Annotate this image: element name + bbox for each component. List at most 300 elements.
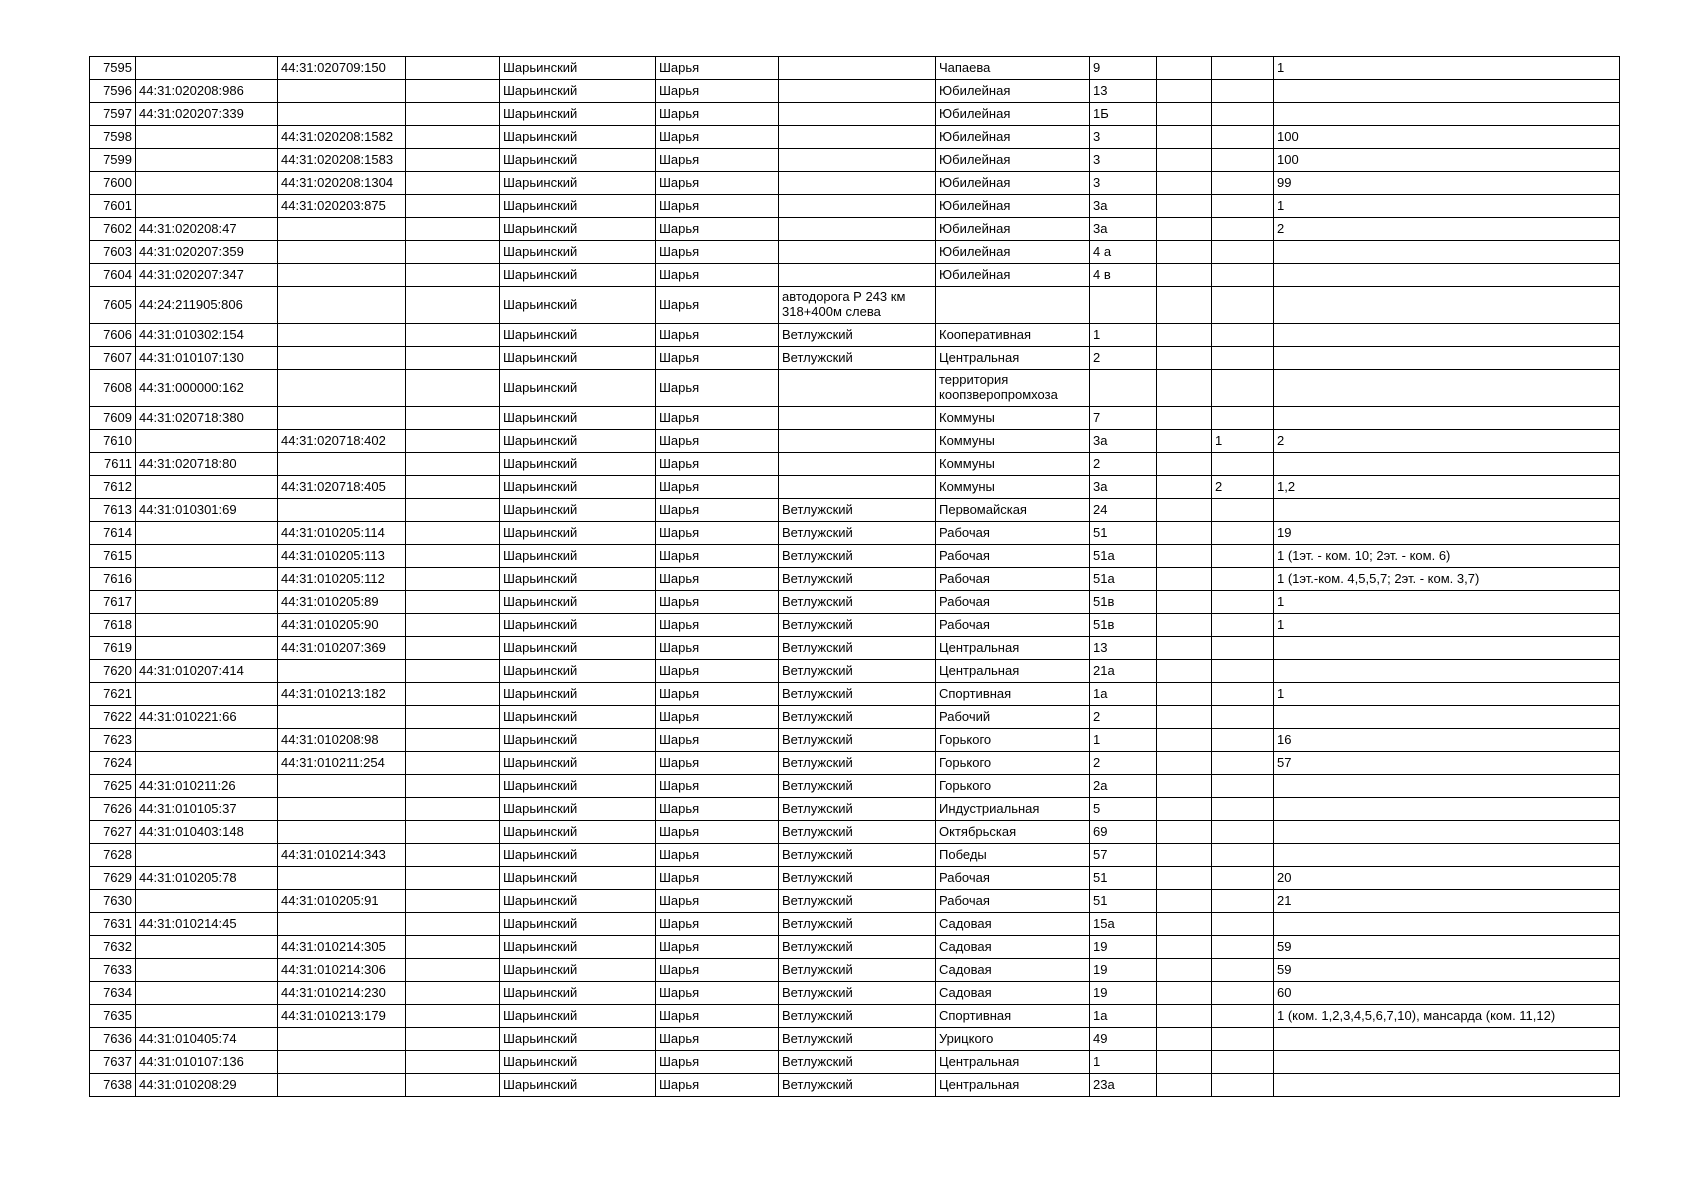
city-cell: Шарья [656,1028,779,1051]
empty-cell [406,867,500,890]
district-cell: Шарьинский [500,241,656,264]
empty-cell [406,545,500,568]
city-cell: Шарья [656,959,779,982]
room-cell [1274,775,1620,798]
apartment-cell [1212,103,1274,126]
empty-cell [406,1051,500,1074]
room-cell: 20 [1274,867,1620,890]
apartment-cell [1212,1028,1274,1051]
table-row [90,959,1620,982]
settlement-cell: Ветлужский [779,752,936,775]
city-cell: Шарья [656,660,779,683]
street-cell: Садовая [936,936,1090,959]
building-cell [1157,982,1212,1005]
district-cell: Шарьинский [500,890,656,913]
building-cell [1157,821,1212,844]
empty-cell [406,1028,500,1051]
row-number-cell: 7615 [90,545,136,568]
room-cell: 1 [1274,614,1620,637]
room-cell: 57 [1274,752,1620,775]
district-cell: Шарьинский [500,1028,656,1051]
table-row [90,683,1620,706]
room-cell: 16 [1274,729,1620,752]
row-number-cell: 7599 [90,149,136,172]
empty-cell [406,103,500,126]
cadastral-number-alt-cell: 44:31:010205:113 [278,545,406,568]
row-number-cell: 7625 [90,775,136,798]
district-cell: Шарьинский [500,149,656,172]
street-cell: Кооперативная [936,324,1090,347]
house-cell: 21а [1090,660,1157,683]
building-cell [1157,218,1212,241]
cadastral-number-cell [136,936,278,959]
house-cell: 3а [1090,430,1157,453]
city-cell: Шарья [656,1005,779,1028]
building-cell [1157,287,1212,324]
street-cell: Центральная [936,637,1090,660]
building-cell [1157,683,1212,706]
empty-cell [406,370,500,407]
city-cell: Шарья [656,844,779,867]
room-cell: 1 (1эт. - ком. 10; 2эт. - ком. 6) [1274,545,1620,568]
settlement-cell: Ветлужский [779,867,936,890]
room-cell: 1,2 [1274,476,1620,499]
table-row [90,453,1620,476]
building-cell [1157,476,1212,499]
table-row [90,57,1620,80]
settlement-cell [779,430,936,453]
street-cell: Коммуны [936,430,1090,453]
apartment-cell [1212,407,1274,430]
building-cell [1157,103,1212,126]
district-cell: Шарьинский [500,936,656,959]
empty-cell [406,453,500,476]
house-cell: 1 [1090,729,1157,752]
row-number-cell: 7623 [90,729,136,752]
empty-cell [406,522,500,545]
row-number-cell: 7611 [90,453,136,476]
apartment-cell [1212,126,1274,149]
empty-cell [406,775,500,798]
district-cell: Шарьинский [500,103,656,126]
cadastral-number-alt-cell: 44:31:010214:305 [278,936,406,959]
table-row [90,126,1620,149]
house-cell: 15а [1090,913,1157,936]
city-cell: Шарья [656,706,779,729]
settlement-cell: Ветлужский [779,959,936,982]
street-cell: Юбилейная [936,126,1090,149]
row-number-cell: 7632 [90,936,136,959]
district-cell: Шарьинский [500,476,656,499]
room-cell: 100 [1274,149,1620,172]
row-number-cell: 7616 [90,568,136,591]
house-cell: 24 [1090,499,1157,522]
room-cell: 1 [1274,57,1620,80]
cadastral-number-alt-cell [278,798,406,821]
cadastral-number-alt-cell [278,821,406,844]
table-row [90,775,1620,798]
district-cell: Шарьинский [500,347,656,370]
street-cell: Спортивная [936,683,1090,706]
cadastral-number-alt-cell [278,407,406,430]
district-cell: Шарьинский [500,218,656,241]
apartment-cell: 2 [1212,476,1274,499]
house-cell: 1а [1090,683,1157,706]
table-row [90,844,1620,867]
house-cell: 51 [1090,867,1157,890]
street-cell: Центральная [936,660,1090,683]
room-cell [1274,264,1620,287]
cadastral-number-alt-cell: 44:31:020208:1304 [278,172,406,195]
cadastral-number-alt-cell [278,324,406,347]
room-cell: 2 [1274,218,1620,241]
building-cell [1157,775,1212,798]
building-cell [1157,568,1212,591]
building-cell [1157,407,1212,430]
cadastral-number-cell [136,126,278,149]
district-cell: Шарьинский [500,195,656,218]
room-cell [1274,241,1620,264]
cadastral-number-cell [136,172,278,195]
empty-cell [406,287,500,324]
cadastral-number-cell: 44:31:020208:986 [136,80,278,103]
cadastral-number-cell [136,982,278,1005]
cadastral-number-cell: 44:31:010221:66 [136,706,278,729]
apartment-cell [1212,370,1274,407]
table-row [90,1051,1620,1074]
apartment-cell [1212,844,1274,867]
street-cell [936,287,1090,324]
empty-cell [406,568,500,591]
apartment-cell [1212,241,1274,264]
apartment-cell [1212,149,1274,172]
row-number-cell: 7627 [90,821,136,844]
cadastral-number-cell [136,683,278,706]
room-cell [1274,1028,1620,1051]
settlement-cell: Ветлужский [779,683,936,706]
empty-cell [406,126,500,149]
city-cell: Шарья [656,499,779,522]
cadastral-number-alt-cell: 44:31:010207:369 [278,637,406,660]
apartment-cell [1212,660,1274,683]
cadastral-number-alt-cell: 44:31:010205:91 [278,890,406,913]
street-cell: Индустриальная [936,798,1090,821]
street-cell: Рабочая [936,568,1090,591]
table-row [90,660,1620,683]
settlement-cell: Ветлужский [779,614,936,637]
empty-cell [406,752,500,775]
building-cell [1157,499,1212,522]
settlement-cell: Ветлужский [779,568,936,591]
building-cell [1157,1051,1212,1074]
city-cell: Шарья [656,522,779,545]
city-cell: Шарья [656,103,779,126]
house-cell: 5 [1090,798,1157,821]
cadastral-number-cell: 44:24:211905:806 [136,287,278,324]
district-cell: Шарьинский [500,982,656,1005]
city-cell: Шарья [656,683,779,706]
room-cell [1274,637,1620,660]
district-cell: Шарьинский [500,453,656,476]
table-row [90,241,1620,264]
settlement-cell: Ветлужский [779,1051,936,1074]
district-cell: Шарьинский [500,264,656,287]
table-row [90,476,1620,499]
cadastral-number-cell [136,1005,278,1028]
room-cell [1274,499,1620,522]
room-cell [1274,1051,1620,1074]
cadastral-number-alt-cell: 44:31:010211:254 [278,752,406,775]
district-cell: Шарьинский [500,637,656,660]
row-number-cell: 7604 [90,264,136,287]
cadastral-number-alt-cell [278,287,406,324]
table-row [90,149,1620,172]
cadastral-number-alt-cell: 44:31:020718:405 [278,476,406,499]
city-cell: Шарья [656,287,779,324]
row-number-cell: 7630 [90,890,136,913]
cadastral-number-cell [136,568,278,591]
house-cell: 51в [1090,614,1157,637]
table-row [90,172,1620,195]
city-cell: Шарья [656,172,779,195]
settlement-cell: Ветлужский [779,591,936,614]
city-cell: Шарья [656,752,779,775]
cadastral-number-alt-cell [278,80,406,103]
empty-cell [406,324,500,347]
table-row [90,982,1620,1005]
house-cell: 2 [1090,347,1157,370]
cadastral-number-cell: 44:31:010211:26 [136,775,278,798]
table-row [90,218,1620,241]
room-cell [1274,103,1620,126]
building-cell [1157,126,1212,149]
empty-cell [406,729,500,752]
building-cell [1157,241,1212,264]
table-row [90,264,1620,287]
room-cell [1274,706,1620,729]
house-cell: 2 [1090,453,1157,476]
cadastral-number-alt-cell [278,1051,406,1074]
street-cell: Рабочая [936,522,1090,545]
table-row [90,103,1620,126]
settlement-cell [779,241,936,264]
street-cell: Юбилейная [936,195,1090,218]
building-cell [1157,172,1212,195]
city-cell: Шарья [656,775,779,798]
table-row [90,752,1620,775]
house-cell [1090,370,1157,407]
settlement-cell: Ветлужский [779,982,936,1005]
cadastral-number-alt-cell [278,499,406,522]
empty-cell [406,499,500,522]
settlement-cell [779,126,936,149]
cadastral-number-alt-cell [278,706,406,729]
cadastral-number-alt-cell: 44:31:020208:1582 [278,126,406,149]
city-cell: Шарья [656,729,779,752]
street-cell: Юбилейная [936,80,1090,103]
apartment-cell [1212,798,1274,821]
city-cell: Шарья [656,1074,779,1097]
building-cell [1157,545,1212,568]
settlement-cell: Ветлужский [779,1005,936,1028]
row-number-cell: 7629 [90,867,136,890]
apartment-cell [1212,172,1274,195]
apartment-cell [1212,959,1274,982]
apartment-cell [1212,80,1274,103]
house-cell: 57 [1090,844,1157,867]
table-row [90,499,1620,522]
cadastral-number-alt-cell [278,867,406,890]
cadastral-number-alt-cell [278,218,406,241]
row-number-cell: 7613 [90,499,136,522]
apartment-cell [1212,453,1274,476]
room-cell: 99 [1274,172,1620,195]
room-cell: 21 [1274,890,1620,913]
street-cell: Рабочая [936,867,1090,890]
house-cell: 4 в [1090,264,1157,287]
district-cell: Шарьинский [500,80,656,103]
house-cell: 2 [1090,752,1157,775]
cadastral-number-cell: 44:31:010208:29 [136,1074,278,1097]
house-cell: 3 [1090,172,1157,195]
building-cell [1157,80,1212,103]
city-cell: Шарья [656,80,779,103]
cadastral-number-cell: 44:31:010105:37 [136,798,278,821]
house-cell: 3 [1090,126,1157,149]
district-cell: Шарьинский [500,370,656,407]
empty-cell [406,1074,500,1097]
cadastral-number-cell: 44:31:010107:136 [136,1051,278,1074]
city-cell: Шарья [656,149,779,172]
apartment-cell [1212,499,1274,522]
settlement-cell: Ветлужский [779,324,936,347]
cadastral-number-alt-cell: 44:31:010214:343 [278,844,406,867]
row-number-cell: 7619 [90,637,136,660]
district-cell: Шарьинский [500,660,656,683]
cadastral-number-alt-cell: 44:31:010213:182 [278,683,406,706]
row-number-cell: 7605 [90,287,136,324]
cadastral-number-alt-cell: 44:31:020203:875 [278,195,406,218]
settlement-cell: Ветлужский [779,890,936,913]
street-cell: Юбилейная [936,103,1090,126]
city-cell: Шарья [656,126,779,149]
settlement-cell: Ветлужский [779,522,936,545]
cadastral-number-alt-cell: 44:31:010205:89 [278,591,406,614]
street-cell: Рабочий [936,706,1090,729]
room-cell: 100 [1274,126,1620,149]
room-cell: 1 (1эт.-ком. 4,5,5,7; 2эт. - ком. 3,7) [1274,568,1620,591]
street-cell: Юбилейная [936,264,1090,287]
building-cell [1157,752,1212,775]
empty-cell [406,57,500,80]
row-number-cell: 7631 [90,913,136,936]
district-cell: Шарьинский [500,57,656,80]
row-number-cell: 7624 [90,752,136,775]
house-cell: 19 [1090,959,1157,982]
district-cell: Шарьинский [500,545,656,568]
apartment-cell [1212,982,1274,1005]
street-cell: Горького [936,775,1090,798]
house-cell: 49 [1090,1028,1157,1051]
empty-cell [406,936,500,959]
cadastral-number-cell [136,591,278,614]
row-number-cell: 7607 [90,347,136,370]
settlement-cell: Ветлужский [779,729,936,752]
street-cell: Рабочая [936,614,1090,637]
settlement-cell: Ветлужский [779,798,936,821]
building-cell [1157,347,1212,370]
building-cell [1157,1005,1212,1028]
building-cell [1157,890,1212,913]
empty-cell [406,890,500,913]
room-cell [1274,660,1620,683]
district-cell: Шарьинский [500,959,656,982]
building-cell [1157,959,1212,982]
settlement-cell: Ветлужский [779,1028,936,1051]
settlement-cell [779,103,936,126]
street-cell: Первомайская [936,499,1090,522]
building-cell [1157,324,1212,347]
cadastral-number-cell: 44:31:010205:78 [136,867,278,890]
city-cell: Шарья [656,637,779,660]
apartment-cell [1212,347,1274,370]
district-cell: Шарьинский [500,798,656,821]
city-cell: Шарья [656,982,779,1005]
apartment-cell [1212,522,1274,545]
district-cell: Шарьинский [500,1074,656,1097]
table-row [90,430,1620,453]
street-cell: Юбилейная [936,218,1090,241]
cadastral-number-cell: 44:31:020718:380 [136,407,278,430]
street-cell: Садовая [936,982,1090,1005]
empty-cell [406,591,500,614]
empty-cell [406,706,500,729]
cadastral-number-cell: 44:31:020207:347 [136,264,278,287]
district-cell: Шарьинский [500,752,656,775]
house-cell: 2а [1090,775,1157,798]
registry-table [89,56,1620,1097]
house-cell: 19 [1090,982,1157,1005]
house-cell: 69 [1090,821,1157,844]
room-cell [1274,80,1620,103]
table-row [90,324,1620,347]
row-number-cell: 7614 [90,522,136,545]
table-row [90,890,1620,913]
settlement-cell [779,195,936,218]
house-cell: 3а [1090,476,1157,499]
house-cell: 1Б [1090,103,1157,126]
table-row [90,568,1620,591]
street-cell: Садовая [936,913,1090,936]
house-cell: 1а [1090,1005,1157,1028]
settlement-cell: Ветлужский [779,775,936,798]
building-cell [1157,149,1212,172]
cadastral-number-alt-cell [278,913,406,936]
table-body [90,57,1620,1097]
house-cell: 19 [1090,936,1157,959]
settlement-cell: автодорога Р 243 км 318+400м слева [779,287,936,324]
apartment-cell [1212,57,1274,80]
empty-cell [406,241,500,264]
room-cell [1274,287,1620,324]
cadastral-number-alt-cell [278,1074,406,1097]
empty-cell [406,347,500,370]
district-cell: Шарьинский [500,287,656,324]
row-number-cell: 7602 [90,218,136,241]
settlement-cell: Ветлужский [779,545,936,568]
empty-cell [406,637,500,660]
table-row [90,729,1620,752]
